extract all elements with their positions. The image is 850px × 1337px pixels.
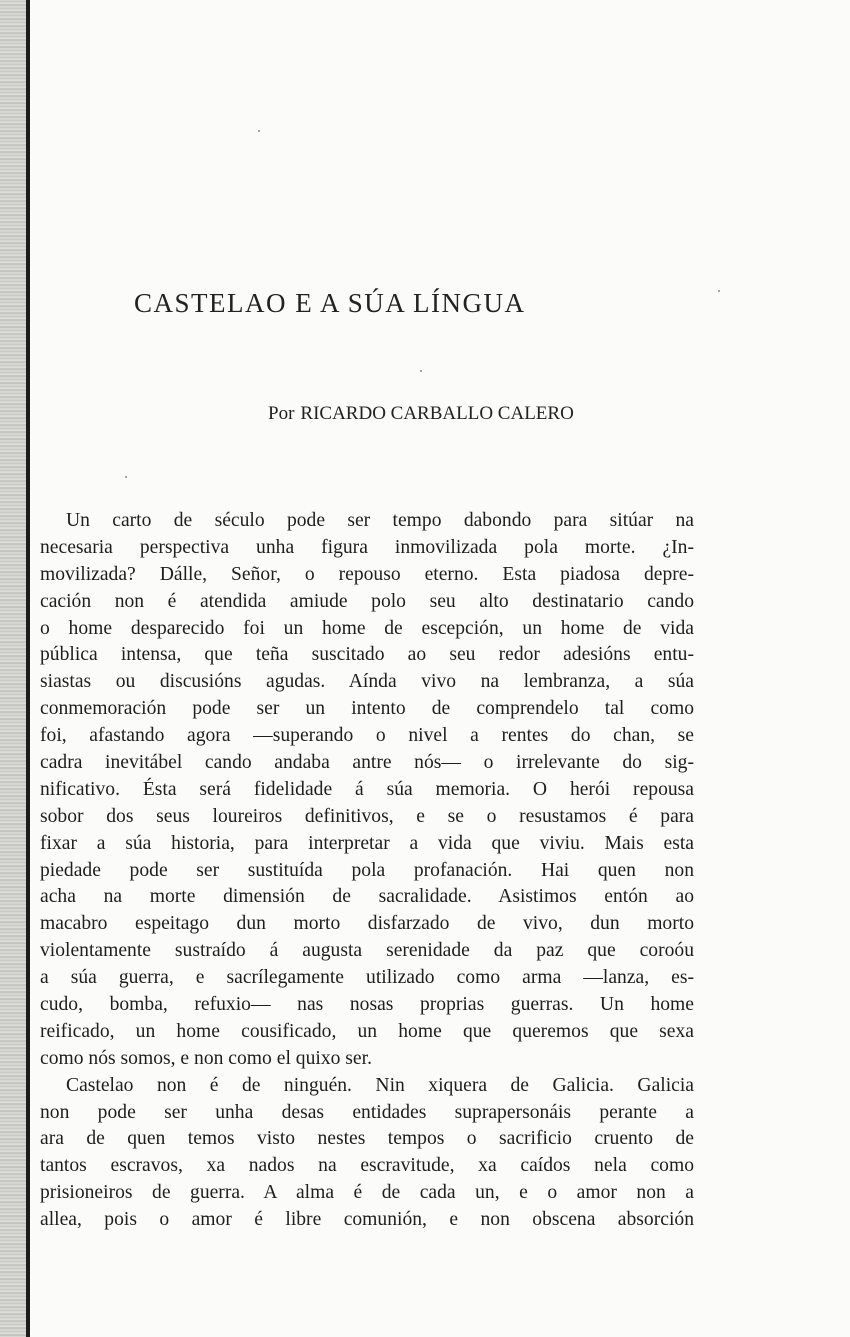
scan-speck <box>420 370 422 372</box>
body-line: Castelao non é de ninguén. Nin xiquera de Galicia. Galicia <box>66 1074 694 1096</box>
body-line: pública intensa, que teña suscitado ao seu redor adesións entu- <box>40 644 694 666</box>
body-line: sobor dos seus loureiros definitivos, e se o resustamos é para <box>40 805 694 827</box>
article-body <box>40 508 694 1234</box>
body-line: tantos escravos, xa nados na escravitude, xa caídos nela como <box>40 1155 694 1177</box>
article-title: CASTELAO E A SÚA LÍNGUA <box>134 288 526 318</box>
scan-speck <box>258 130 260 132</box>
body-line: nificativo. Ésta será fidelidade á súa memoria. O herói repousa <box>40 778 694 800</box>
scan-speck <box>125 476 127 478</box>
body-line: prisioneiros de guerra. A alma é de cada un, e o amor non a <box>40 1182 694 1204</box>
body-line: foi, afastando agora —superando o nivel a rentes do chan, se <box>40 725 694 747</box>
body-line: macabro espeitago dun morto disfarzado de vivo, dun morto <box>40 913 694 935</box>
body-line: cación non é atendida amiude polo seu alto destinatario cando <box>40 590 694 612</box>
body-line: necesaria perspectiva unha figura inmovilizada pola morte. ¿In- <box>40 536 694 558</box>
body-line: reificado, un home cousificado, un home que queremos que sexa <box>40 1020 694 1042</box>
body-line: violentamente sustraído á augusta serenidade da paz que coroóu <box>40 940 694 962</box>
article-byline <box>268 403 574 425</box>
binding-shadow <box>26 0 30 1337</box>
body-line: allea, pois o amor é libre comunión, e non obscena absorción <box>40 1209 694 1231</box>
body-line: como nós somos, e non como el quixo ser. <box>40 1047 372 1069</box>
body-line: cadra inevitábel cando andaba antre nós— o irrelevante do sig- <box>40 752 694 774</box>
scan-speck <box>718 290 720 292</box>
body-line: non pode ser unha desas entidades suprapersonáis perante a <box>40 1101 694 1123</box>
body-line: cudo, bomba, refuxio— nas nosas proprias guerras. Un home <box>40 994 694 1016</box>
body-line: movilizada? Dálle, Señor, o repouso eterno. Esta piadosa depre- <box>40 563 694 585</box>
body-line: a súa guerra, e sacrílegamente utilizado como arma —lanza, es- <box>40 967 694 989</box>
body-line: ara de quen temos visto nestes tempos o sacrificio cruento de <box>40 1128 694 1150</box>
body-line: fixar a súa historia, para interpretar a vida que viviu. Mais esta <box>40 832 694 854</box>
body-line: piedade pode ser sustituída pola profanación. Hai quen non <box>40 859 694 881</box>
byline-prefix: Por <box>268 403 295 424</box>
body-line: conmemoración pode ser un intento de comprendelo tal como <box>40 698 694 720</box>
body-line: Un carto de século pode ser tempo dabondo para sitúar na <box>66 510 694 531</box>
body-line: o home desparecido foi un home de escepción, un home de vida <box>40 617 694 639</box>
body-line: acha na morte dimensión de sacralidade. Asistimos entón ao <box>40 886 694 908</box>
author-name: RICARDO CARBALLO CALERO <box>300 403 574 424</box>
body-line: siastas ou discusións agudas. Aínda vivo na lembranza, a súa <box>40 671 694 693</box>
